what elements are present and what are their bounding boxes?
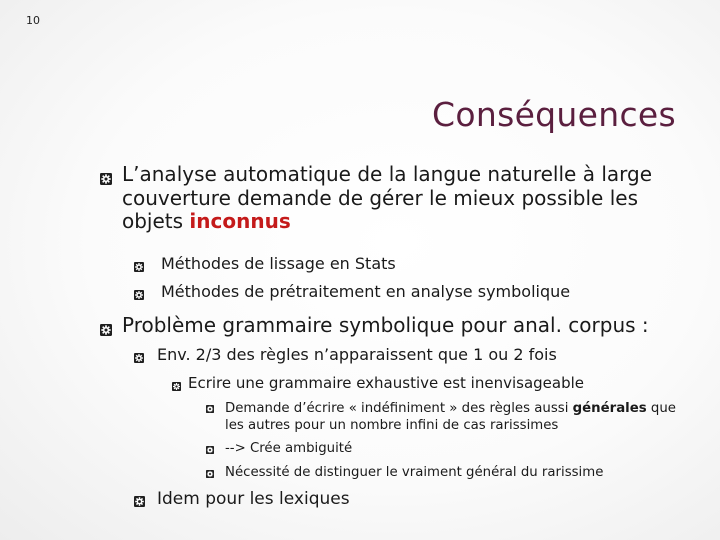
gear-icon xyxy=(100,317,122,341)
slide-number: 10 xyxy=(26,14,40,27)
bullet-analysis-text: L’analyse automatique de la langue naturelle à large couverture demande de gérer le mieux possible les objets xyxy=(122,162,652,234)
bullet-distinguish xyxy=(206,465,603,482)
bullet-preprocessing-text: Méthodes de prétraitement en analyse symbolique xyxy=(161,282,571,301)
bullet-lexicons-text: Idem pour les lexiques xyxy=(157,489,350,509)
bullet-analysis xyxy=(100,163,700,234)
bullet-rules-frequency xyxy=(134,346,557,367)
bullet-ambiguity xyxy=(206,441,352,458)
gear-icon xyxy=(134,348,157,367)
gear-icon xyxy=(134,492,157,512)
bullet-grammar-problem-text: Problème grammaire symbolique pour anal. corpus : xyxy=(122,313,649,337)
bullet-endless-rules-text-end: que les autres pour un nombre infini de cas rarissimes xyxy=(225,401,676,434)
gear-icon xyxy=(206,467,225,482)
bullet-exhaustive-grammar-text: Ecrire une grammaire exhaustive est inenvisageable xyxy=(188,374,584,392)
bullet-smoothing-text: Méthodes de lissage en Stats xyxy=(161,254,396,273)
gear-icon xyxy=(172,377,188,395)
slide-title: Conséquences xyxy=(432,95,676,134)
bullet-ambiguity-text: --> Crée ambiguité xyxy=(225,441,353,456)
bullet-preprocessing xyxy=(134,283,570,304)
gear-icon xyxy=(100,166,122,190)
gear-icon xyxy=(134,285,161,304)
bullet-grammar-problem xyxy=(100,314,710,341)
bold-general: générales xyxy=(572,401,647,416)
bullet-rules-frequency-text: Env. 2/3 des règles n’apparaissent que 1 ou 2 fois xyxy=(157,345,557,364)
bullet-endless-rules xyxy=(206,400,686,435)
gear-icon xyxy=(134,257,161,276)
gear-icon xyxy=(206,443,225,458)
highlight-unknown: inconnus xyxy=(189,209,291,234)
bullet-lexicons xyxy=(134,489,350,512)
bullet-exhaustive-grammar xyxy=(172,375,584,395)
bullet-distinguish-text: Nécessité de distinguer le vraiment général du rarissime xyxy=(225,465,604,480)
gear-icon xyxy=(206,402,225,417)
bullet-endless-rules-text: Demande d’écrire « indéfiniment » des règles aussi xyxy=(225,401,573,416)
bullet-smoothing xyxy=(134,255,396,276)
